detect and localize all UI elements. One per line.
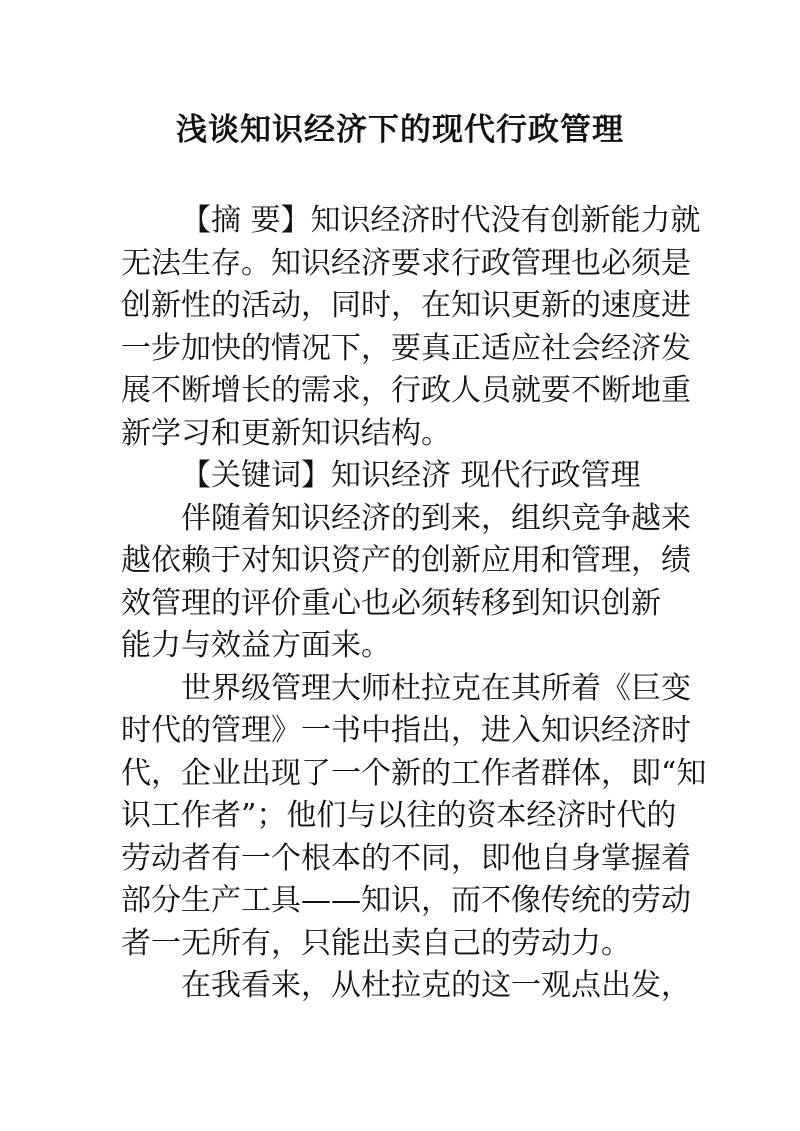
paragraph-2-line-2: 时代的管理》一书中指出，进入知识经济时 — [121, 713, 691, 748]
abstract-line-5: 展不断增长的需求，行政人员就要不断地重 — [121, 373, 691, 408]
document-body — [121, 200, 707, 1008]
paragraph-2-line-5: 劳动者有一个根本的不同，即他自身掌握着 — [121, 840, 691, 876]
paragraph-2-line-3: 代，企业出现了一个新的工作者群体，即“知 — [121, 755, 707, 791]
keywords-line: 【关键词】知识经济 现代行政管理 — [181, 458, 641, 493]
abstract-line-6: 新学习和更新知识结构。 — [121, 415, 451, 451]
abstract-line-2: 无法生存。知识经济要求行政管理也必须是 — [121, 245, 691, 281]
abstract-line-3: 创新性的活动，同时，在知识更新的速度进 — [121, 288, 691, 323]
paragraph-1-line-4: 能力与效益方面来。 — [121, 628, 391, 663]
abstract-line-1: 【摘 要】知识经济时代没有创新能力就 — [181, 203, 701, 238]
paragraph-2-line-1: 世界级管理大师杜拉克在其所着《巨变 — [181, 670, 691, 706]
paragraph-2-line-7: 者一无所有，只能出卖自己的劳动力。 — [121, 925, 631, 961]
paragraph-1-line-1: 伴随着知识经济的到来，组织竞争越来 — [181, 500, 691, 536]
paragraph-1-line-2: 越依赖于对知识资产的创新应用和管理，绩 — [121, 543, 691, 578]
paragraph-2-line-4: 识工作者”；他们与以往的资本经济时代的 — [121, 798, 677, 833]
paragraph-3-line-1: 在我看来，从杜拉克的这一观点出发， — [181, 968, 691, 1003]
paragraph-2-line-6: 部分生产工具——知识，而不像传统的劳动 — [121, 883, 691, 918]
paragraph-1-line-3: 效管理的评价重心也必须转移到知识创新 — [121, 585, 661, 621]
document-title: 浅谈知识经济下的现代行政管理 — [176, 112, 624, 148]
abstract-line-4: 一步加快的情况下，要真正适应社会经济发 — [121, 330, 691, 366]
